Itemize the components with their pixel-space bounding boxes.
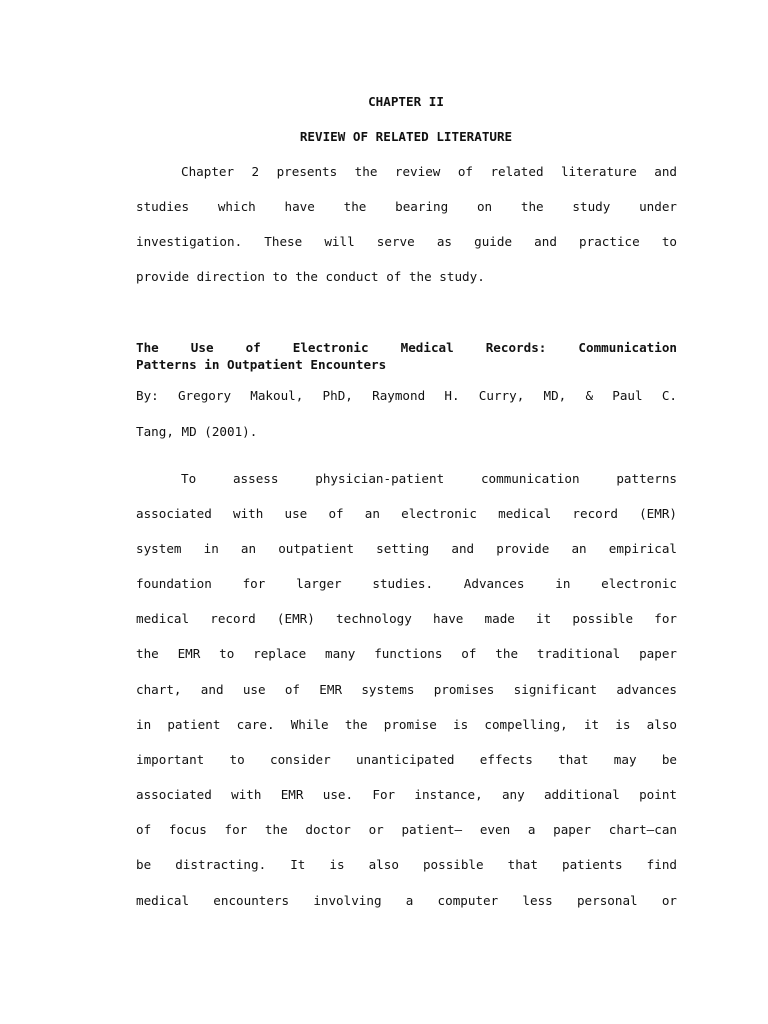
body-line: of focus for the doctor or patient— even a paper chart—can xyxy=(136,822,677,837)
body-line: foundation for larger studies. Advances in electronic xyxy=(136,576,677,591)
section-title-line: Patterns in Outpatient Encounters xyxy=(136,357,387,372)
chapter-heading: CHAPTER II xyxy=(368,94,444,109)
body-line: chart, and use of EMR systems promises significant advances xyxy=(136,682,677,697)
intro-line: investigation. These will serve as guide and practice to xyxy=(136,234,677,249)
byline-line: By: Gregory Makoul, PhD, Raymond H. Curry, MD, & Paul C. xyxy=(136,388,677,403)
body-line: associated with use of an electronic medical record (EMR) xyxy=(136,506,677,521)
body-line: in patient care. While the promise is compelling, it is also xyxy=(136,717,677,732)
body-line: To assess physician-patient communication patterns xyxy=(181,471,677,486)
body-line: be distracting. It is also possible that patients find xyxy=(136,857,677,872)
body-line: the EMR to replace many functions of the traditional paper xyxy=(136,646,677,661)
body-line: medical encounters involving a computer less personal or xyxy=(136,893,677,908)
body-line: medical record (EMR) technology have made it possible for xyxy=(136,611,677,626)
intro-line: studies which have the bearing on the study under xyxy=(136,199,677,214)
intro-line: Chapter 2 presents the review of related literature and xyxy=(181,164,677,179)
body-line: system in an outpatient setting and provide an empirical xyxy=(136,541,677,556)
body-line: associated with EMR use. For instance, any additional point xyxy=(136,787,677,802)
chapter-title: REVIEW OF RELATED LITERATURE xyxy=(299,129,513,144)
body-line: important to consider unanticipated effects that may be xyxy=(136,752,677,767)
byline-line: Tang, MD (2001). xyxy=(136,424,258,439)
intro-line: provide direction to the conduct of the study. xyxy=(136,269,485,284)
section-title-line: The Use of Electronic Medical Records: Communication xyxy=(136,340,677,355)
